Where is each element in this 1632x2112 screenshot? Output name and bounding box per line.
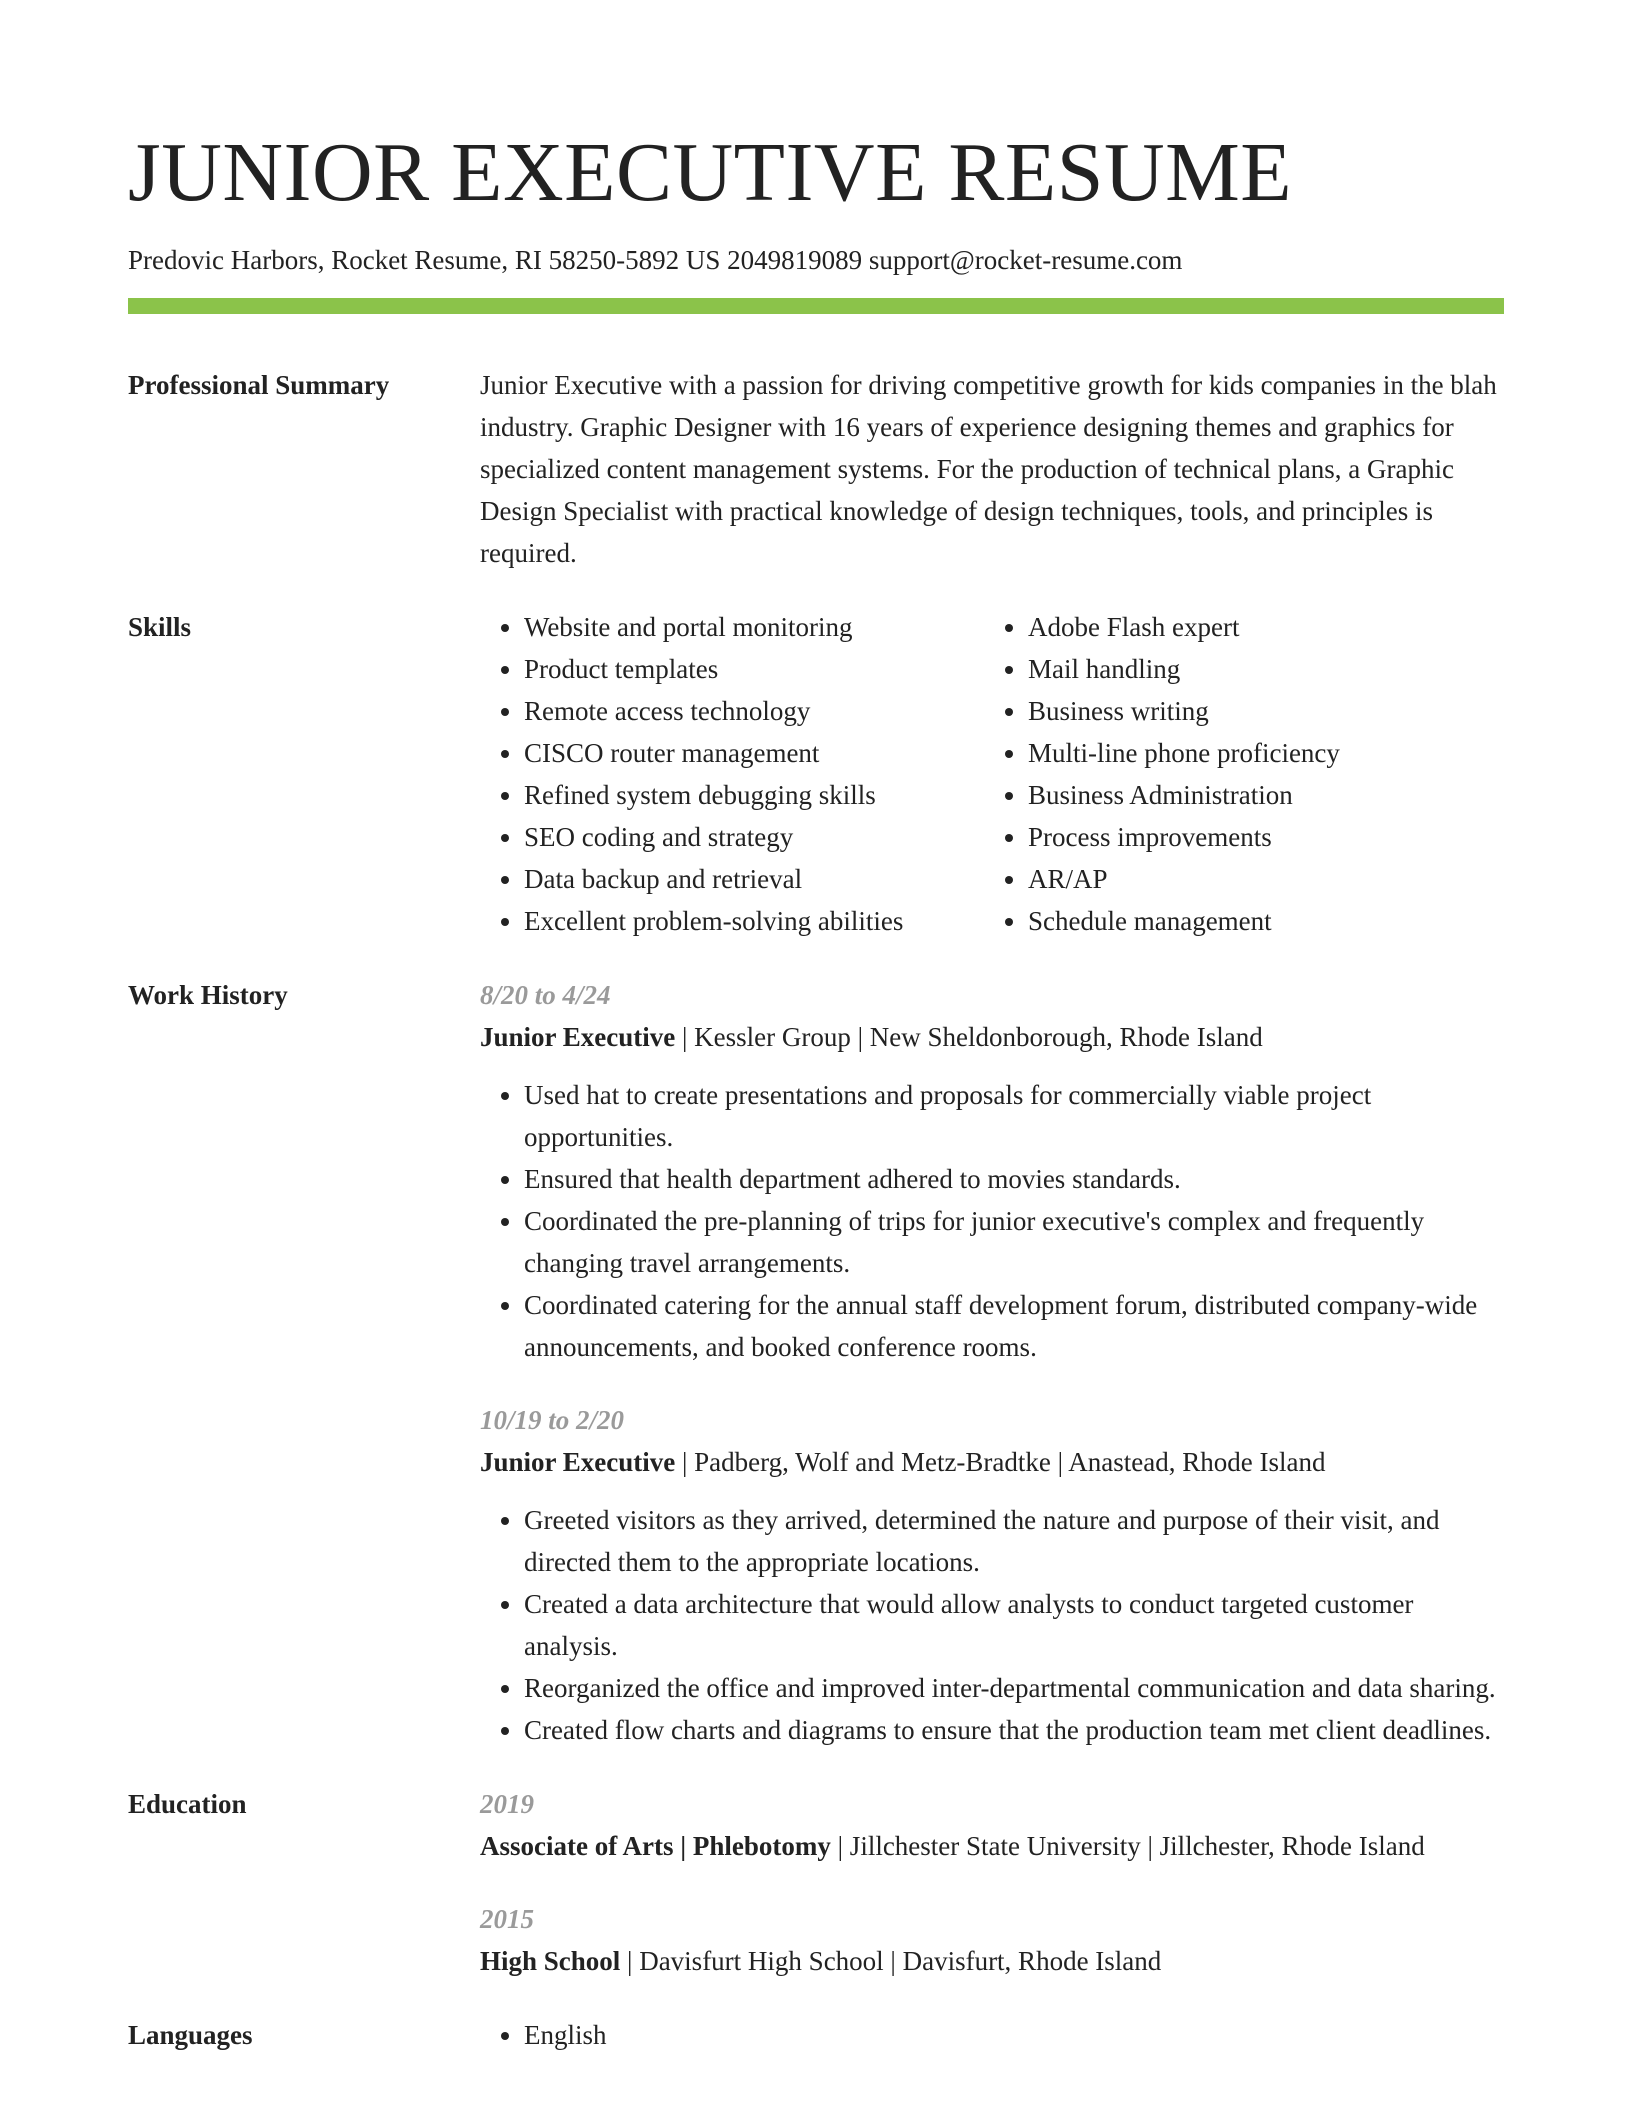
accent-divider (128, 298, 1504, 314)
skill-item: • Refined system debugging skills (524, 774, 984, 816)
section-title-languages: Languages (128, 2020, 253, 2050)
section-title-education: Education (128, 1789, 247, 1819)
job-entry (480, 974, 1504, 1368)
job-role-line (480, 1441, 1504, 1483)
section-title-summary: Professional Summary (128, 370, 390, 400)
education-line (480, 1825, 1504, 1867)
job-role: Junior Executive (480, 1022, 676, 1052)
job-bullets (480, 1499, 1504, 1751)
language-item: • English (524, 2014, 1504, 2056)
job-bullet: • Used hat to create presentations and proposals for commercially viable project opportunities. (524, 1074, 1504, 1158)
education-details: | Jillchester State University | Jillchester, Rhode Island (830, 1831, 1425, 1861)
job-entry (480, 1399, 1504, 1751)
contact-line: Predovic Harbors, Rocket Resume, RI 58250-5892 US 2049819089 support@rocket-resume.com (128, 245, 1183, 275)
job-dates: 10/19 to 2/20 (480, 1405, 625, 1435)
job-role-line (480, 1016, 1504, 1058)
job-bullet: • Greeted visitors as they arrived, determined the nature and purpose of their visit, and directed them to the appropriate locations. (524, 1499, 1504, 1583)
education-degree: High School (480, 1946, 621, 1976)
skill-item: • Business writing (1028, 690, 1504, 732)
skill-item: • Excellent problem-solving abilities (524, 900, 984, 942)
job-bullet: • Coordinated catering for the annual staff development forum, distributed company-wide announcements, and booked conference rooms. (524, 1284, 1504, 1368)
skill-item: • Business Administration (1028, 774, 1504, 816)
skills-list-left (480, 606, 984, 942)
skill-item: • Schedule management (1028, 900, 1504, 942)
job-bullet: • Created a data architecture that would allow analysts to conduct targeted customer analysis. (524, 1583, 1504, 1667)
section-title-work: Work History (128, 980, 288, 1010)
skill-item: • AR/AP (1028, 858, 1504, 900)
skill-item: • CISCO router management (524, 732, 984, 774)
job-bullets (480, 1074, 1504, 1368)
work-history-section (128, 974, 1504, 1751)
summary-text: Junior Executive with a passion for driving competitive growth for kids companies in the blah industry. Graphic Designer with 16 years of experience designing themes and graphics for specialized content management systems. For the production of technical plans, a Graphic Design Specialist with practical knowledge of design techniques, tools, and principles is required. (480, 370, 1497, 568)
skill-item: • Multi-line phone proficiency (1028, 732, 1504, 774)
resume-title: JUNIOR EXECUTIVE RESUME (128, 126, 1293, 219)
education-entry (480, 1898, 1504, 1982)
education-section (128, 1783, 1504, 1982)
skill-item: • Website and portal monitoring (524, 606, 984, 648)
resume-page (128, 0, 1504, 2056)
summary-section (128, 364, 1504, 574)
skill-item: • Data backup and retrieval (524, 858, 984, 900)
languages-section (128, 2014, 1504, 2056)
job-role: Junior Executive (480, 1447, 676, 1477)
skill-item: • Adobe Flash expert (1028, 606, 1504, 648)
job-bullet: • Created flow charts and diagrams to ensure that the production team met client deadlines. (524, 1709, 1504, 1751)
section-title-skills: Skills (128, 612, 192, 642)
skill-item: • Process improvements (1028, 816, 1504, 858)
education-details: | Davisfurt High School | Davisfurt, Rhode Island (620, 1946, 1162, 1976)
job-dates: 8/20 to 4/24 (480, 980, 611, 1010)
skill-item: • Product templates (524, 648, 984, 690)
job-details: | Kessler Group | New Sheldonborough, Rhode Island (675, 1022, 1263, 1052)
job-bullet: • Reorganized the office and improved inter-departmental communication and data sharing. (524, 1667, 1504, 1709)
languages-list (480, 2014, 1504, 2056)
skills-section (128, 606, 1504, 942)
skill-item: • Mail handling (1028, 648, 1504, 690)
job-details: | Padberg, Wolf and Metz-Bradtke | Anastead, Rhode Island (675, 1447, 1326, 1477)
job-bullet: • Coordinated the pre-planning of trips for junior executive's complex and frequently changing travel arrangements. (524, 1200, 1504, 1284)
skill-item: • SEO coding and strategy (524, 816, 984, 858)
job-bullet: • Ensured that health department adhered to movies standards. (524, 1158, 1504, 1200)
skills-list-right (984, 606, 1504, 942)
education-year: 2015 (480, 1904, 534, 1934)
education-line (480, 1940, 1504, 1982)
education-degree: Associate of Arts | Phlebotomy (480, 1831, 831, 1861)
skill-item: • Remote access technology (524, 690, 984, 732)
education-entry (480, 1783, 1504, 1867)
education-year: 2019 (480, 1789, 534, 1819)
